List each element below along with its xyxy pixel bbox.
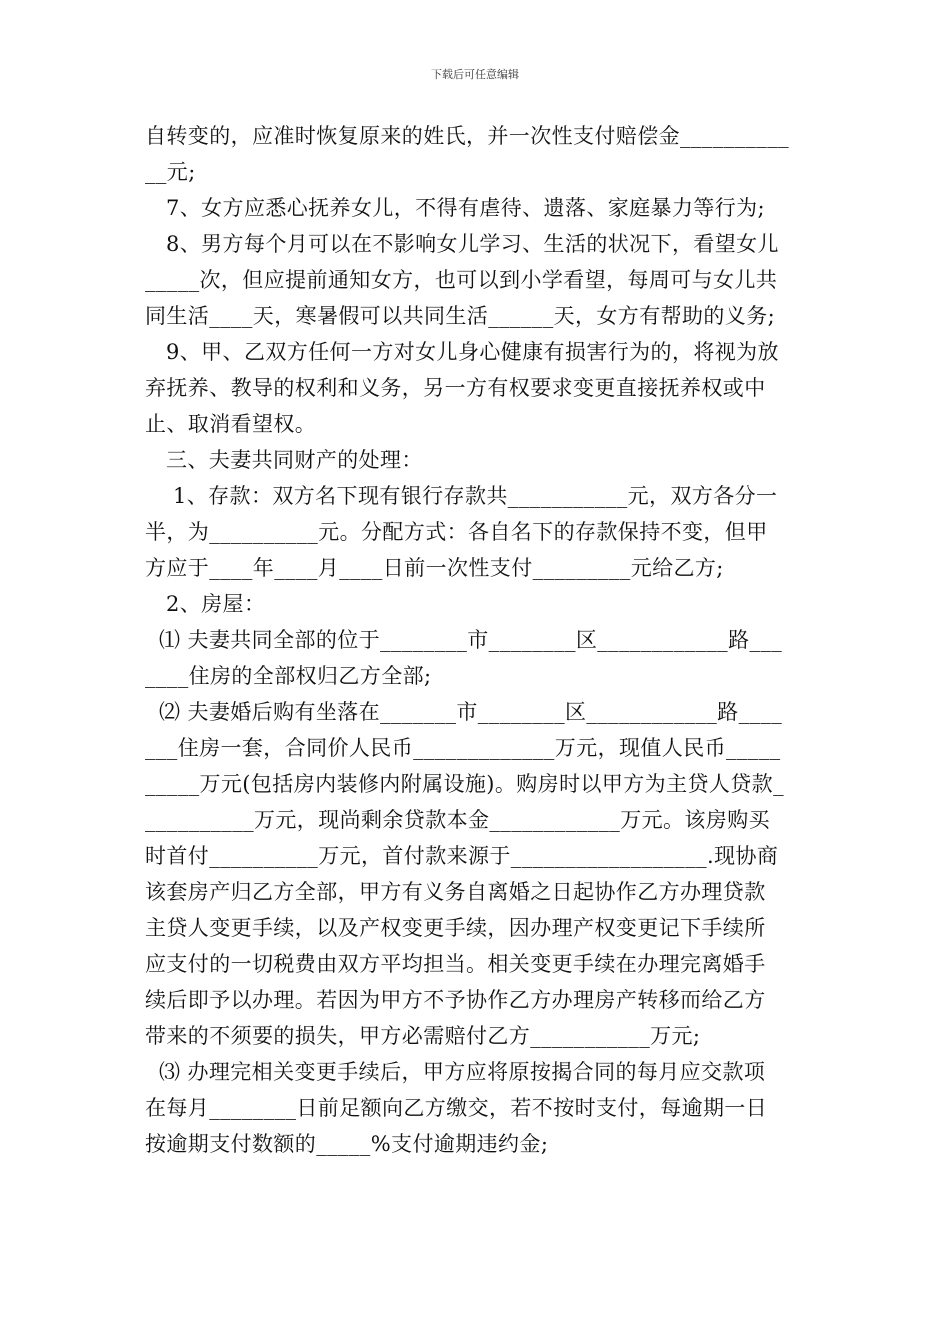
document-body [145, 118, 813, 1162]
text-line: 在每月________日前足额向乙方缴交，若不按时支付，每逾期一日 [145, 1096, 768, 1120]
text-line: _____次，但应提前通知女方，也可以到小学看望，每周可与女儿共 [145, 268, 778, 292]
text-line: ____住房的全部权归乙方全部; [145, 664, 432, 688]
text-line: 止、取消看望权。 [145, 412, 317, 436]
text-line: 方应于____年____月____日前一次性支付_________元给乙方; [145, 556, 724, 580]
text-line: 续后即予以办理。若因为甲方不予协作乙方办理房产转移而给乙方 [145, 988, 766, 1012]
text-line: 带来的不须要的损失，甲方必需赔付乙方___________万元; [145, 1024, 701, 1048]
subclause-1: ⑴ 夫妻共同全部的位于________市________区____________路___ [159, 628, 783, 652]
text-line: ___住房一套，合同价人民币_____________万元，现值人民币_____ [145, 736, 781, 760]
text-line: 同生活____天，寒暑假可以共同生活______天，女方有帮助的义务; [145, 304, 776, 328]
text-line: 主贷人变更手续，以及产权变更手续，因办理产权变更记下手续所 [145, 916, 766, 940]
subclause-2: ⑵ 夫妻婚后购有坐落在_______市________区____________路____ [159, 700, 783, 724]
subclause-3: ⑶ 办理完相关变更手续后，甲方应将原按揭合同的每月应交款项 [159, 1060, 766, 1084]
clause-7: 7、女方应悉心抚养女儿，不得有虐待、遗落、家庭暴力等行为; [166, 196, 766, 220]
text-line: 该套房产归乙方全部，甲方有义务自离婚之日起协作乙方办理贷款 [145, 880, 766, 904]
clause-9: 9、甲、乙双方任何一方对女儿身心健康有损害行为的，将视为放 [166, 340, 779, 364]
text-line: 半，为__________元。分配方式：各自名下的存款保持不变，但甲 [145, 520, 768, 544]
text-line: 时首付__________万元，首付款来源于__________________.现协商 [145, 844, 779, 868]
text-line: 弃抚养、教导的权利和义务，另一方有权要求变更直接抚养权或中 [145, 376, 766, 400]
text-line: 按逾期支付数额的_____%支付逾期违约金; [145, 1132, 549, 1156]
text-line: _____万元(包括房内装修内附属设施)。购房时以甲方为主贷人贷款_ [145, 772, 784, 796]
text-line: __元; [145, 160, 196, 184]
text-line: 自转变的，应准时恢复原来的姓氏，并一次性支付赔偿金__________ [145, 124, 789, 148]
page-header: 下载后可任意编辑 [431, 68, 519, 81]
text-line: 应支付的一切税费由双方平均担当。相关变更手续在办理完离婚手 [145, 952, 766, 976]
clause-deposit: 1、存款：双方名下现有银行存款共___________元，双方各分一 [173, 484, 778, 508]
clause-8: 8、男方每个月可以在不影响女儿学习、生活的状况下，看望女儿 [166, 232, 779, 256]
section-heading: 三、夫妻共同财产的处理： [166, 448, 423, 472]
text-line: __________万元，现尚剩余贷款本金____________万元。该房购买 [145, 808, 770, 832]
clause-house: 2、房屋： [166, 592, 266, 616]
